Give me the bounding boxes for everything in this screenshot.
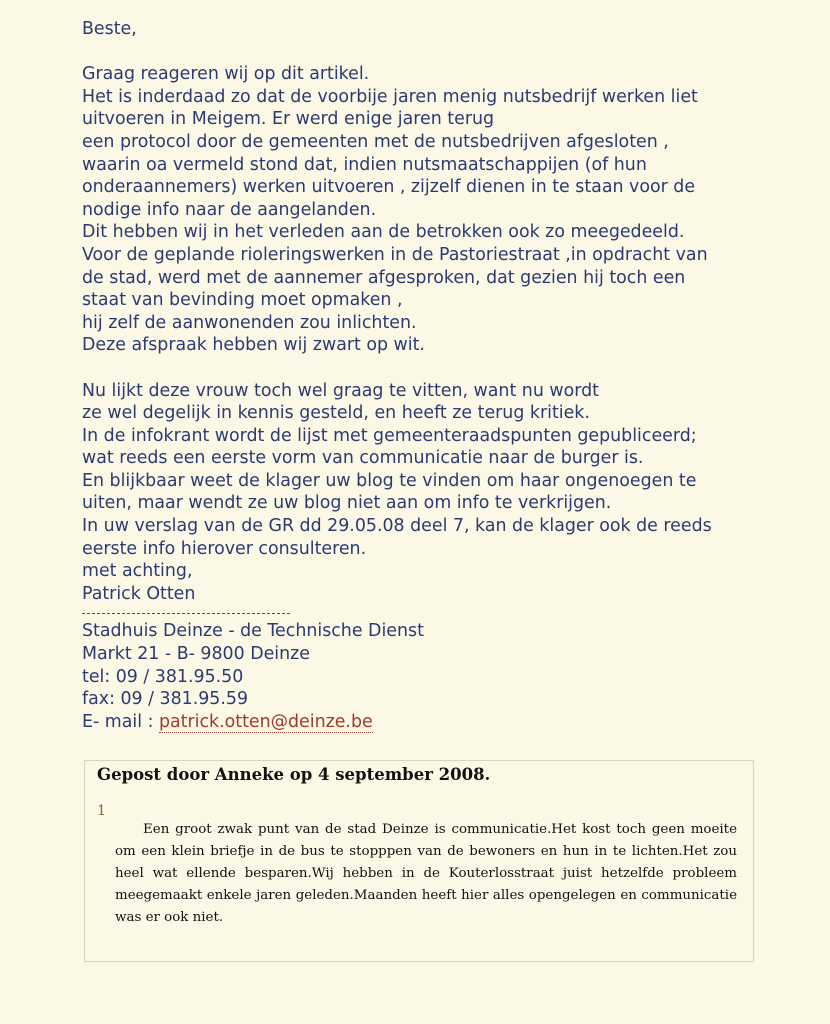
paragraph-line: nodige info naar de aangelanden.: [82, 199, 377, 220]
paragraph-line: Nu lijkt deze vrouw toch wel graag te vitten, want nu wordt: [82, 380, 599, 401]
paragraph-line: onderaannemers) werken uitvoeren , zijzelf dienen in te staan voor de: [82, 177, 696, 198]
greeting: Beste,: [82, 19, 137, 39]
paragraph-line: de stad, werd met de aannemer afgesproken, dat gezien hij toch een: [82, 267, 686, 288]
paragraph-line: In de infokrant wordt de lijst met gemeenteraadspunten gepubliceerd;: [82, 425, 697, 446]
signature-name: Patrick Otten: [82, 583, 196, 604]
paragraph-line: Dit hebben wij in het verleden aan de betrokken ook zo meegedeeld.: [82, 222, 685, 243]
paragraph-line: staat van bevinding moet opmaken ,: [82, 290, 403, 311]
paragraph-line: hij zelf de aanwonenden zou inlichten.: [82, 312, 417, 333]
contact-address: Markt 21 - B- 9800 Deinze: [82, 644, 310, 665]
contact-block: [82, 620, 812, 733]
paragraph-line: Voor de geplande rioleringswerken in de Pastoriestraat ,in opdracht van: [82, 244, 708, 265]
paragraph-2: [82, 380, 812, 561]
contact-email-row: [82, 711, 812, 734]
paragraph-line: In uw verslag van de GR dd 29.05.08 deel 7, kan de klager ook de reeds: [82, 516, 712, 537]
comment-header: Gepost door Anneke op 4 september 2008.: [97, 765, 491, 784]
paragraph-line: Graag reageren wij op dit artikel.: [82, 64, 370, 85]
contact-org: Stadhuis Deinze - de Technische Dienst: [82, 621, 424, 642]
contact-fax: fax: 09 / 381.95.59: [82, 689, 249, 710]
comment-number: 1: [97, 803, 106, 819]
paragraph-line: Het is inderdaad zo dat de voorbije jaren menig nutsbedrijf werken liet: [82, 86, 698, 107]
paragraph-line: wat reeds een eerste vorm van communicatie naar de burger is.: [82, 448, 644, 469]
contact-email-label: E- mail :: [82, 711, 159, 732]
paragraph-line: waarin oa vermeld stond dat, indien nutsmaatschappijen (of hun: [82, 154, 647, 175]
paragraph-1: [82, 63, 812, 357]
blog-comment: [84, 760, 754, 962]
paragraph-line: Deze afspraak hebben wij zwart op wit.: [82, 335, 425, 356]
paragraph-line: uitvoeren in Meigem. Er werd enige jaren terug: [82, 109, 495, 130]
paragraph-line: En blijkbaar weet de klager uw blog te vinden om haar ongenoegen te: [82, 470, 697, 491]
paragraph-line: eerste info hierover consulteren.: [82, 538, 367, 559]
paragraph-line: een protocol door de gemeenten met de nutsbedrijven afgesloten ,: [82, 131, 669, 152]
comment-body: Een groot zwak punt van de stad Deinze is communicatie.Het kost toch geen moeite om een klein briefje in de bus te stopppen van de bewoners en hun in te lichten.Het zou heel wat ellende besparen.Wij hebben in de Kouterlosstraat juist hetzelfde probleem meegemaakt enkele jaren geleden.Maanden heeft hier alles opengelegen en communicatie was er ook niet.: [115, 822, 737, 925]
paragraph-line: ze wel degelijk in kennis gesteld, en heeft ze terug kritiek.: [82, 403, 590, 424]
letter: [82, 18, 812, 733]
closing: met achting,: [82, 561, 193, 582]
signature-divider: [82, 613, 290, 614]
contact-tel: tel: 09 / 381.95.50: [82, 666, 244, 687]
email-link[interactable]: patrick.otten@deinze.be: [158, 711, 373, 732]
paragraph-line: uiten, maar wendt ze uw blog niet aan om info te verkrijgen.: [82, 493, 612, 514]
